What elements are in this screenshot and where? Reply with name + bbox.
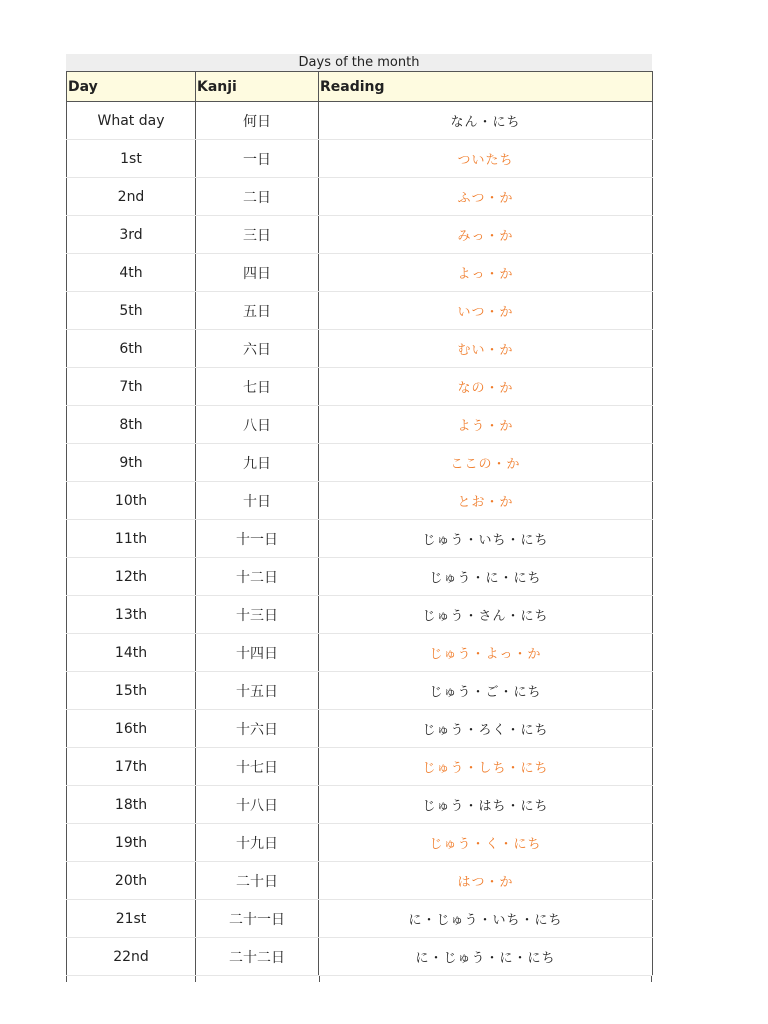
kanji-cell: 七日 (196, 368, 319, 406)
kanji-cell: 三日 (196, 216, 319, 254)
reading-cell: ここの・か (319, 444, 653, 482)
table-row (67, 748, 653, 786)
table-row (67, 482, 653, 520)
day-cell: 18th (67, 786, 196, 824)
table-row (67, 406, 653, 444)
table-row (67, 254, 653, 292)
reading-cell: じゅう・いち・にち (319, 520, 653, 558)
kanji-cell: 八日 (196, 406, 319, 444)
table-row (67, 786, 653, 824)
reading-cell: に・じゅう・いち・にち (319, 900, 653, 938)
table-row (67, 102, 653, 140)
kanji-cell: 六日 (196, 330, 319, 368)
days-table-container (66, 54, 652, 982)
kanji-cell: 十五日 (196, 672, 319, 710)
day-cell: 15th (67, 672, 196, 710)
table-row (67, 824, 653, 862)
table-row (67, 558, 653, 596)
table-row (67, 368, 653, 406)
reading-cell: むい・か (319, 330, 653, 368)
header-reading: Reading (319, 72, 653, 102)
reading-cell: みっ・か (319, 216, 653, 254)
table-row (67, 140, 653, 178)
reading-cell: ついたち (319, 140, 653, 178)
day-cell: 11th (67, 520, 196, 558)
day-cell: 6th (67, 330, 196, 368)
day-cell: 5th (67, 292, 196, 330)
day-cell: What day (67, 102, 196, 140)
header-row (67, 72, 653, 102)
day-cell: 1st (67, 140, 196, 178)
day-cell: 21st (67, 900, 196, 938)
header-kanji: Kanji (196, 72, 319, 102)
table-caption: Days of the month (66, 54, 652, 71)
day-cell: 10th (67, 482, 196, 520)
table-row (67, 938, 653, 976)
reading-cell: に・じゅう・に・にち (319, 938, 653, 976)
kanji-cell: 十四日 (196, 634, 319, 672)
reading-cell: いつ・か (319, 292, 653, 330)
day-cell: 19th (67, 824, 196, 862)
kanji-cell: 二十日 (196, 862, 319, 900)
table-row (67, 330, 653, 368)
table-row (67, 672, 653, 710)
day-cell: 4th (67, 254, 196, 292)
kanji-cell: 一日 (196, 140, 319, 178)
header-day: Day (67, 72, 196, 102)
table-row (67, 520, 653, 558)
reading-cell: じゅう・はち・にち (319, 786, 653, 824)
table-row (67, 634, 653, 672)
day-cell: 3rd (67, 216, 196, 254)
days-of-month-table (66, 71, 653, 976)
reading-cell: じゅう・に・にち (319, 558, 653, 596)
table-row (67, 710, 653, 748)
table-row (67, 900, 653, 938)
reading-cell: とお・か (319, 482, 653, 520)
table-continuation (66, 976, 652, 982)
kanji-cell: 四日 (196, 254, 319, 292)
kanji-cell: 十九日 (196, 824, 319, 862)
day-cell: 17th (67, 748, 196, 786)
kanji-cell: 十七日 (196, 748, 319, 786)
reading-cell: じゅう・く・にち (319, 824, 653, 862)
kanji-cell: 二日 (196, 178, 319, 216)
kanji-cell: 十一日 (196, 520, 319, 558)
kanji-cell: 十日 (196, 482, 319, 520)
day-cell: 14th (67, 634, 196, 672)
reading-cell: よっ・か (319, 254, 653, 292)
day-cell: 2nd (67, 178, 196, 216)
kanji-cell: 何日 (196, 102, 319, 140)
kanji-cell: 十三日 (196, 596, 319, 634)
table-row (67, 216, 653, 254)
reading-cell: はつ・か (319, 862, 653, 900)
table-row (67, 596, 653, 634)
day-cell: 9th (67, 444, 196, 482)
reading-cell: なの・か (319, 368, 653, 406)
day-cell: 13th (67, 596, 196, 634)
reading-cell: じゅう・さん・にち (319, 596, 653, 634)
day-cell: 8th (67, 406, 196, 444)
reading-cell: じゅう・ろく・にち (319, 710, 653, 748)
kanji-cell: 二十二日 (196, 938, 319, 976)
kanji-cell: 九日 (196, 444, 319, 482)
day-cell: 22nd (67, 938, 196, 976)
kanji-cell: 五日 (196, 292, 319, 330)
kanji-cell: 十六日 (196, 710, 319, 748)
table-row (67, 444, 653, 482)
day-cell: 7th (67, 368, 196, 406)
table-row (67, 178, 653, 216)
kanji-cell: 十二日 (196, 558, 319, 596)
reading-cell: なん・にち (319, 102, 653, 140)
reading-cell: ふつ・か (319, 178, 653, 216)
day-cell: 16th (67, 710, 196, 748)
kanji-cell: 十八日 (196, 786, 319, 824)
table-row (67, 862, 653, 900)
reading-cell: じゅう・しち・にち (319, 748, 653, 786)
reading-cell: よう・か (319, 406, 653, 444)
reading-cell: じゅう・よっ・か (319, 634, 653, 672)
table-row (67, 292, 653, 330)
kanji-cell: 二十一日 (196, 900, 319, 938)
day-cell: 12th (67, 558, 196, 596)
day-cell: 20th (67, 862, 196, 900)
reading-cell: じゅう・ご・にち (319, 672, 653, 710)
